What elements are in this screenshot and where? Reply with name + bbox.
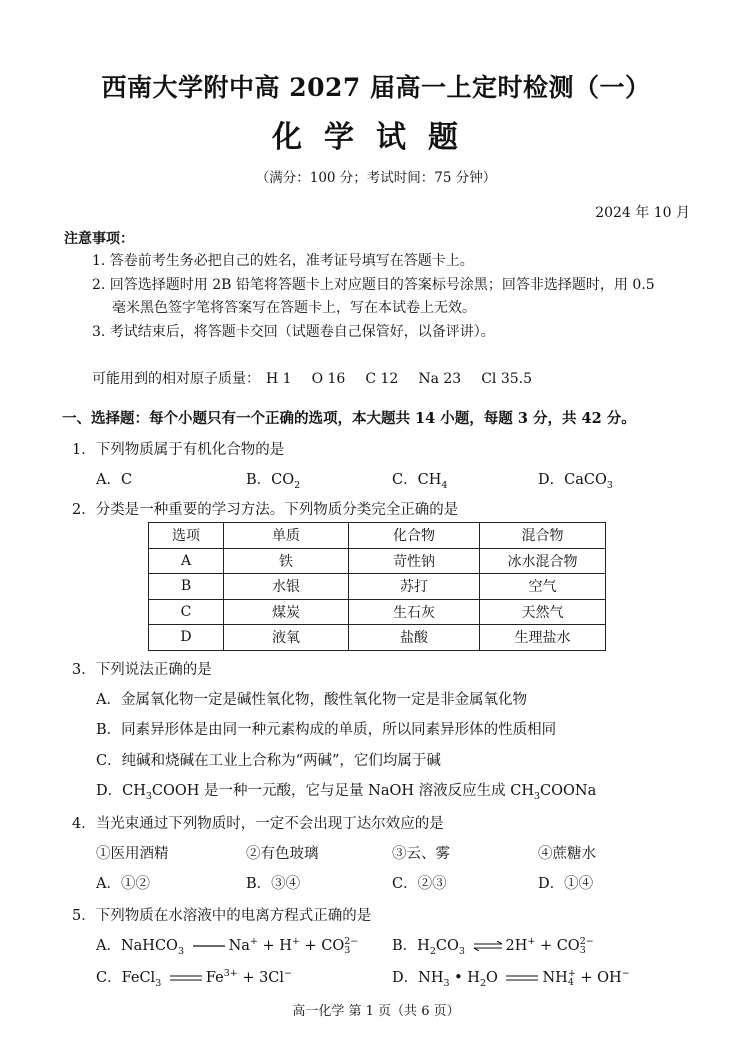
table-cell: 生理盐水 <box>480 625 606 651</box>
equals-bar <box>192 943 226 949</box>
q4-item: ③云、雾 <box>392 846 450 862</box>
q4-item: ②有色玻璃 <box>246 846 319 862</box>
question-3-stem: 3．下列说法正确的是 <box>72 662 212 678</box>
table-cell: A <box>149 548 224 574</box>
atomic-mass: Na 23 <box>418 371 462 387</box>
note-item: 3. 考试结束后，将答题卡交回（试题卷自己保管好，以备评讲）。 <box>92 324 495 340</box>
q5-option-b: B．$H_2CO_3$ 2H+ + CO 2− 3 <box>392 936 594 957</box>
q4-option-b: B．③④ <box>246 876 301 892</box>
exam-date: 2024 年 10 月 <box>595 205 690 221</box>
q4-item: ①医用酒精 <box>96 846 169 862</box>
question-1-stem: 1．下列物质属于有机化合物的是 <box>72 442 285 458</box>
equals-sign <box>169 974 203 982</box>
equals-sign <box>505 974 539 982</box>
table-row <box>149 574 606 600</box>
table-cell: 天然气 <box>480 599 606 625</box>
table-header: 单质 <box>224 523 349 549</box>
q4-option-d: D．①④ <box>538 876 594 892</box>
table-cell: 苛性钠 <box>349 548 480 574</box>
table-cell: C <box>149 599 224 625</box>
table-cell: 煤炭 <box>224 599 349 625</box>
subject-title: 化学试题 <box>272 120 480 155</box>
atomic-masses-label: 可能用到的相对原子质量： <box>92 371 260 387</box>
q5-option-a: A．NaHCO$_3$ Na+ + H+ + CO 2− 3 <box>96 936 359 957</box>
notes-title: 注意事项： <box>64 231 134 247</box>
question-2-stem: 2．分类是一种重要的学习方法。下列物质分类完全正确的是 <box>72 502 459 518</box>
page-footer: 高一化学 第 1 页（共 6 页） <box>292 1004 460 1019</box>
atomic-mass: H 1 <box>266 371 292 387</box>
q1-option-a: A．C <box>96 472 133 488</box>
table-cell: 盐酸 <box>349 625 480 651</box>
q4-item: ④蔗糖水 <box>538 846 596 862</box>
table-header: 化合物 <box>349 523 480 549</box>
table-header-row <box>149 523 606 549</box>
table-cell: B <box>149 574 224 600</box>
table-cell: 水银 <box>224 574 349 600</box>
table-cell: 液氧 <box>224 625 349 651</box>
reversible-arrow <box>473 941 503 951</box>
table-cell: 生石灰 <box>349 599 480 625</box>
q3-option-d: D．$CH_3COOH$ 是一种一元酸，它与足量 NaOH 溶液反应生成 $CH_3COONa$ <box>96 783 597 802</box>
q1-option-b: B．$CO_2$ <box>246 472 301 491</box>
q3-option-b: B．同素异形体是由同一种元素构成的单质，所以同素异形体的性质相同 <box>96 722 557 738</box>
table-cell: 空气 <box>480 574 606 600</box>
note-item: 1. 答卷前考生务必把自己的姓名，准考证号填写在答题卡上。 <box>92 253 474 269</box>
question-5-stem: 5．下列物质在水溶液中的电离方程式正确的是 <box>72 908 372 924</box>
classification-table <box>148 522 606 651</box>
table-header: 选项 <box>149 523 224 549</box>
q1-option-d: D．CaCO$_3$ <box>538 472 613 491</box>
q1-option-c: C．$CH_4$ <box>392 472 448 491</box>
note-item: 2. 回答选择题时用 2B 铅笔将答题卡上对应题目的答案标号涂黑；回答非选择题时，用 0.5 <box>92 277 655 293</box>
atomic-masses <box>92 368 552 388</box>
table-row <box>149 625 606 651</box>
q4-option-c: C．②③ <box>392 876 447 892</box>
atomic-mass: Cl 35.5 <box>481 371 532 387</box>
q5-option-c: C．FeCl$_3$ $Fe^{3+} + 3Cl^-$ <box>96 968 293 989</box>
exam-title: 西南大学附中高 2027 届高一上定时检测（一） <box>101 73 651 102</box>
note-item: 毫米黑色签字笔将答案写在答题卡上，写在本试卷上无效。 <box>112 300 476 316</box>
table-cell: D <box>149 625 224 651</box>
atomic-mass: C 12 <box>365 371 399 387</box>
section-heading: 一、选择题：每个小题只有一个正确的选项，本大题共 14 小题，每题 3 分，共 42 分。 <box>62 410 636 427</box>
table-cell: 铁 <box>224 548 349 574</box>
q4-option-a: A．①② <box>96 876 150 892</box>
table-header: 混合物 <box>480 523 606 549</box>
q3-option-a: A．金属氧化物一定是碱性氧化物，酸性氧化物一定是非金属氧化物 <box>96 692 527 708</box>
table-cell: 冰水混合物 <box>480 548 606 574</box>
question-4-stem: 4．当光束通过下列物质时，一定不会出现丁达尔效应的是 <box>72 816 444 832</box>
table-cell: 苏打 <box>349 574 480 600</box>
table-row <box>149 599 606 625</box>
q5-option-d: D．$NH_3$ • $H_2O$ NH + 4 + OH− <box>392 968 630 989</box>
q3-option-c: C．纯碱和烧碱在工业上合称为“两碱”，它们均属于碱 <box>96 753 441 769</box>
atomic-mass: O 16 <box>311 371 346 387</box>
table-row <box>149 548 606 574</box>
exam-meta: （满分：100 分；考试时间：75 分钟） <box>255 170 497 186</box>
